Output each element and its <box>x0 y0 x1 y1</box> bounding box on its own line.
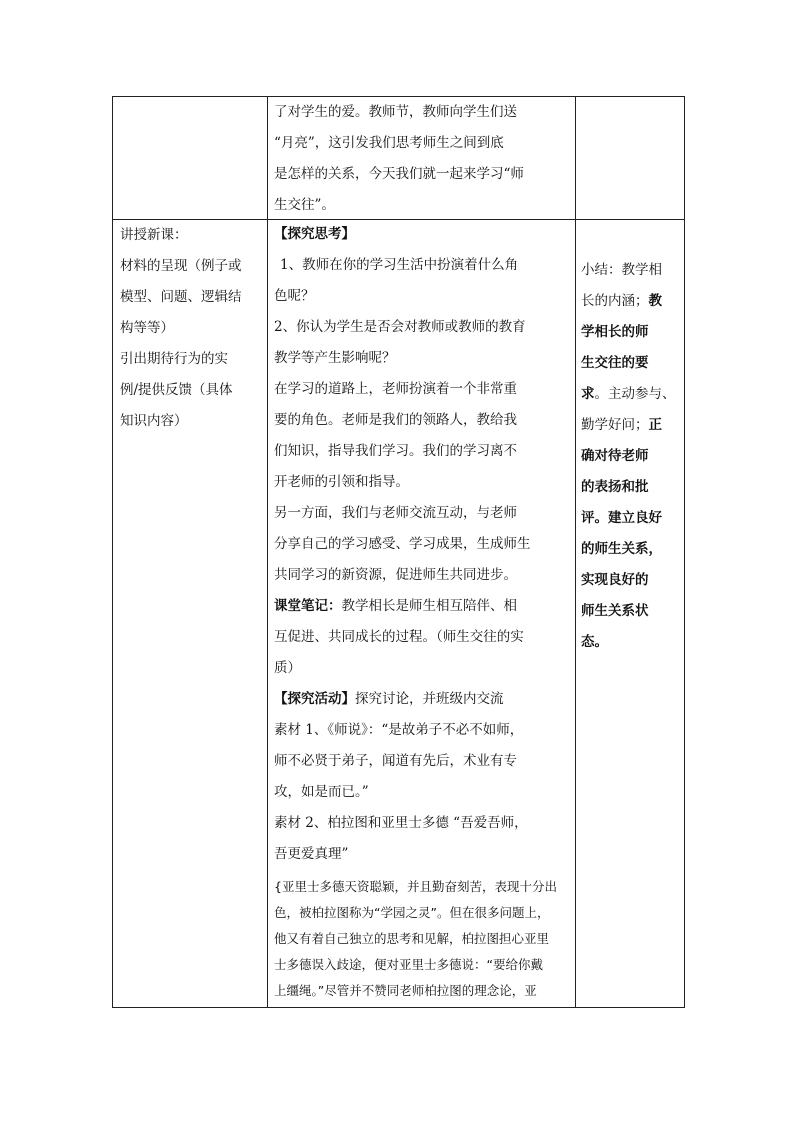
column-divider-2 <box>575 97 576 1007</box>
story-line: 上缰绳。”尽管并不赞同老师柏拉图的理念论，亚 <box>274 983 537 998</box>
question-2: 2、你认为学生是否会对教师或教师的教育 <box>274 319 526 335</box>
text-line <box>581 379 683 410</box>
story-line: 色，被柏拉图称为“学园之灵”。但在很多问题上， <box>274 905 550 920</box>
row2-left-cell <box>120 220 265 437</box>
story-line: 士多德误入歧途，便对亚里士多德说：“要给你戴 <box>274 957 543 972</box>
text-span: 长的内涵； <box>581 293 649 309</box>
text-line: 师不必贤于弟子，闻道有先后，术业有专 <box>274 753 517 769</box>
text-line: 模型、问题、逻辑结 <box>120 289 242 305</box>
text-line: 引出期待行为的实 <box>120 351 228 367</box>
text-line: 的师生关系， <box>581 541 662 557</box>
text-line: “月亮”，这引发我们思考师生之间到底 <box>274 135 504 151</box>
text-line: 分享自己的学习感受、学习成果，生成师生 <box>274 536 531 552</box>
text-span: 。主动参与、 <box>594 386 676 402</box>
class-note-label: 课堂笔记： <box>274 598 342 614</box>
text-span: 正 <box>648 417 662 433</box>
text-line <box>581 286 683 317</box>
text-line: 的表扬和批 <box>581 479 649 495</box>
text-line: 态。 <box>581 634 608 650</box>
text-line: 生交往的要 <box>581 355 649 371</box>
class-note <box>274 591 572 622</box>
text-line: 吾更爱真理” <box>274 846 349 862</box>
text-line: 攻，如是而已。” <box>274 784 369 800</box>
text-line: 了对学生的爱。教师节，教师向学生们送 <box>274 104 517 120</box>
lesson-plan-table <box>112 96 685 1008</box>
text-line: 质） <box>274 660 301 676</box>
material-2: 素材 2、柏拉图和亚里士多德 “吾爱吾师， <box>274 815 528 831</box>
explore-activity <box>274 684 572 715</box>
text-line: 色呢？ <box>274 288 315 304</box>
story-line: {亚里士多德天资聪颖，并且勤奋刻苦，表现十分出 <box>274 879 557 894</box>
text-line: 学相长的师 <box>581 324 649 340</box>
text-line: 评。建立良好 <box>581 510 662 526</box>
text-line <box>581 410 683 441</box>
text-line: 知识内容） <box>120 413 188 429</box>
text-span: 教 <box>648 293 662 309</box>
row2-right-cell <box>581 255 683 658</box>
summary-label: 小结：教学相 <box>581 262 662 278</box>
text-line: 构等等） <box>120 320 174 336</box>
text-line: 开老师的引领和指导。 <box>274 474 409 490</box>
story-line: 他又有着自己独立的思考和见解，柏拉图担心亚里 <box>274 931 550 946</box>
heading-explore-think: 【探究思考】 <box>274 226 355 242</box>
text-line: 例/提供反馈（具体 <box>120 382 233 398</box>
text-line: 师生关系状 <box>581 603 649 619</box>
material-1: 素材 1、《师说》：“是故弟子不必不如师， <box>274 722 524 738</box>
text-line: 在学习的道路上，老师扮演着一个非常重 <box>274 381 517 397</box>
text-span: 探究讨论，并班级内交流 <box>355 691 504 707</box>
text-span: 教学相长是师生相互陪伴、相 <box>341 598 517 614</box>
text-line: 教学等产生影响呢？ <box>274 350 396 366</box>
question-1: 1、教师在你的学习生活中扮演着什么角 <box>280 257 519 273</box>
text-line: 要的角色。老师是我们的领路人，教给我 <box>274 412 517 428</box>
text-line: 们知识，指导我们学习。我们的学习离不 <box>274 443 517 459</box>
row1-middle-cell <box>274 97 570 221</box>
text-line: 确对待老师 <box>581 448 649 464</box>
row2-middle-cell <box>274 219 572 1004</box>
text-line: 生交往”。 <box>274 197 335 213</box>
text-line: 另一方面，我们与老师交流互动，与老师 <box>274 505 517 521</box>
text-span: 勤学好问； <box>581 417 649 433</box>
text-line: 实现良好的 <box>581 572 649 588</box>
text-line: 共同学习的新资源，促进师生共同进步。 <box>274 567 517 583</box>
section-label: 讲授新课： <box>120 227 188 243</box>
text-line: 材料的呈现（例子或 <box>120 258 242 274</box>
heading-explore-activity: 【探究活动】 <box>274 691 355 707</box>
text-span: 求 <box>581 386 595 402</box>
text-line: 是怎样的关系，今天我们就一起来学习“师 <box>274 166 524 182</box>
column-divider-1 <box>267 97 268 1007</box>
text-line: 互促进、共同成长的过程。（师生交往的实 <box>274 629 524 645</box>
